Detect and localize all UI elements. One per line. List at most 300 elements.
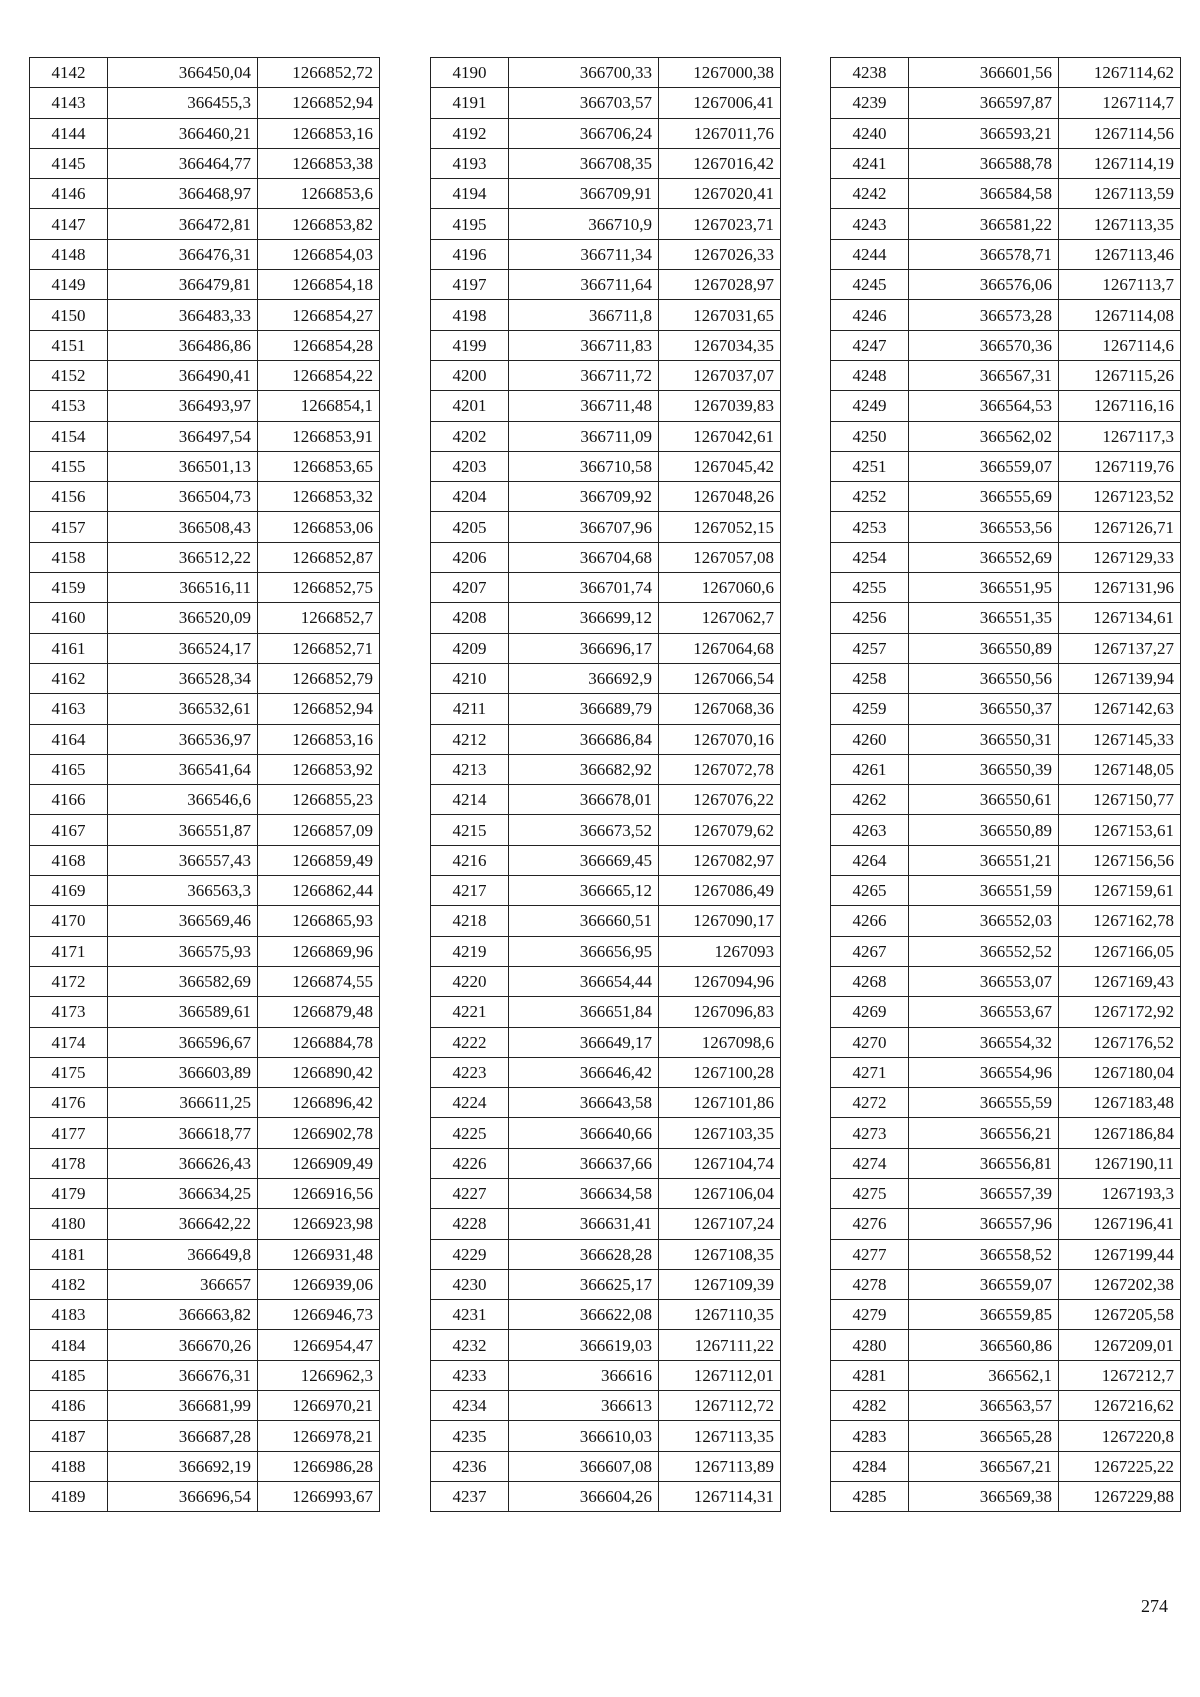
point-number-cell: 4281: [831, 1360, 909, 1390]
y-coordinate-cell: 1266970,21: [258, 1391, 380, 1421]
table-row: [831, 1088, 1181, 1118]
point-number-cell: 4244: [831, 239, 909, 269]
table-row: [831, 1239, 1181, 1269]
y-coordinate-cell: 1266923,98: [258, 1209, 380, 1239]
x-coordinate-cell: 366665,12: [509, 876, 659, 906]
x-coordinate-cell: 366711,64: [509, 270, 659, 300]
x-coordinate-cell: 366709,92: [509, 482, 659, 512]
point-number-cell: 4234: [431, 1391, 509, 1421]
table-row: [30, 330, 380, 360]
table-row: [831, 391, 1181, 421]
x-coordinate-cell: 366618,77: [108, 1118, 258, 1148]
table-row: [831, 724, 1181, 754]
y-coordinate-cell: 1267034,35: [659, 330, 781, 360]
table-row: [30, 1178, 380, 1208]
table-row: [30, 694, 380, 724]
x-coordinate-cell: 366508,43: [108, 512, 258, 542]
y-coordinate-cell: 1267156,56: [1059, 845, 1181, 875]
x-coordinate-cell: 366553,67: [909, 997, 1059, 1027]
x-coordinate-cell: 366557,43: [108, 845, 258, 875]
y-coordinate-cell: 1266978,21: [258, 1421, 380, 1451]
y-coordinate-cell: 1266852,79: [258, 663, 380, 693]
point-number-cell: 4150: [30, 300, 108, 330]
y-coordinate-cell: 1267114,08: [1059, 300, 1181, 330]
table-row: [30, 512, 380, 542]
point-number-cell: 4238: [831, 58, 909, 88]
table-row: [431, 1451, 781, 1481]
point-number-cell: 4147: [30, 209, 108, 239]
point-number-cell: 4185: [30, 1360, 108, 1390]
table-row: [431, 360, 781, 390]
y-coordinate-cell: 1267098,6: [659, 1027, 781, 1057]
point-number-cell: 4249: [831, 391, 909, 421]
x-coordinate-cell: 366709,91: [509, 179, 659, 209]
x-coordinate-cell: 366557,96: [909, 1209, 1059, 1239]
table-body: [831, 58, 1181, 1512]
y-coordinate-cell: 1266852,71: [258, 633, 380, 663]
table-row: [431, 1421, 781, 1451]
x-coordinate-cell: 366593,21: [909, 118, 1059, 148]
x-coordinate-cell: 366616: [509, 1360, 659, 1390]
x-coordinate-cell: 366565,28: [909, 1421, 1059, 1451]
x-coordinate-cell: 366555,69: [909, 482, 1059, 512]
table-row: [30, 239, 380, 269]
x-coordinate-cell: 366559,07: [909, 451, 1059, 481]
x-coordinate-cell: 366676,31: [108, 1360, 258, 1390]
x-coordinate-cell: 366553,07: [909, 966, 1059, 996]
x-coordinate-cell: 366707,96: [509, 512, 659, 542]
table-row: [431, 1178, 781, 1208]
y-coordinate-cell: 1267209,01: [1059, 1330, 1181, 1360]
x-coordinate-cell: 366552,69: [909, 542, 1059, 572]
point-number-cell: 4190: [431, 58, 509, 88]
y-coordinate-cell: 1267090,17: [659, 906, 781, 936]
point-number-cell: 4275: [831, 1178, 909, 1208]
y-coordinate-cell: 1267176,52: [1059, 1027, 1181, 1057]
x-coordinate-cell: 366564,53: [909, 391, 1059, 421]
point-number-cell: 4247: [831, 330, 909, 360]
table-row: [431, 421, 781, 451]
x-coordinate-cell: 366678,01: [509, 785, 659, 815]
table-row: [831, 603, 1181, 633]
x-coordinate-cell: 366486,86: [108, 330, 258, 360]
table-row: [431, 391, 781, 421]
y-coordinate-cell: 1266993,67: [258, 1481, 380, 1511]
y-coordinate-cell: 1267169,43: [1059, 966, 1181, 996]
table-row: [431, 58, 781, 88]
point-number-cell: 4145: [30, 148, 108, 178]
y-coordinate-cell: 1266853,38: [258, 148, 380, 178]
point-number-cell: 4174: [30, 1027, 108, 1057]
table-row: [831, 1178, 1181, 1208]
point-number-cell: 4178: [30, 1148, 108, 1178]
x-coordinate-cell: 366555,59: [909, 1088, 1059, 1118]
point-number-cell: 4242: [831, 179, 909, 209]
y-coordinate-cell: 1267039,83: [659, 391, 781, 421]
table-row: [831, 1300, 1181, 1330]
table-row: [431, 694, 781, 724]
point-number-cell: 4169: [30, 876, 108, 906]
x-coordinate-cell: 366569,46: [108, 906, 258, 936]
table-row: [431, 633, 781, 663]
point-number-cell: 4207: [431, 573, 509, 603]
point-number-cell: 4166: [30, 785, 108, 815]
x-coordinate-cell: 366551,21: [909, 845, 1059, 875]
y-coordinate-cell: 1267117,3: [1059, 421, 1181, 451]
point-number-cell: 4269: [831, 997, 909, 1027]
x-coordinate-cell: 366651,84: [509, 997, 659, 1027]
y-coordinate-cell: 1267196,41: [1059, 1209, 1181, 1239]
table-row: [30, 58, 380, 88]
table-row: [431, 239, 781, 269]
point-number-cell: 4186: [30, 1391, 108, 1421]
x-coordinate-cell: 366711,48: [509, 391, 659, 421]
table-row: [831, 845, 1181, 875]
point-number-cell: 4261: [831, 754, 909, 784]
table-row: [30, 451, 380, 481]
table-row: [831, 1269, 1181, 1299]
x-coordinate-cell: 366556,21: [909, 1118, 1059, 1148]
table-row: [30, 1300, 380, 1330]
y-coordinate-cell: 1267113,35: [659, 1421, 781, 1451]
table-row: [30, 724, 380, 754]
point-number-cell: 4280: [831, 1330, 909, 1360]
y-coordinate-cell: 1266946,73: [258, 1300, 380, 1330]
table-row: [431, 997, 781, 1027]
table-row: [831, 1148, 1181, 1178]
table-row: [30, 421, 380, 451]
point-number-cell: 4153: [30, 391, 108, 421]
y-coordinate-cell: 1266853,65: [258, 451, 380, 481]
table-row: [831, 1057, 1181, 1087]
point-number-cell: 4232: [431, 1330, 509, 1360]
y-coordinate-cell: 1267114,56: [1059, 118, 1181, 148]
table-row: [431, 179, 781, 209]
x-coordinate-cell: 366516,11: [108, 573, 258, 603]
table-row: [431, 1269, 781, 1299]
x-coordinate-cell: 366501,13: [108, 451, 258, 481]
point-number-cell: 4172: [30, 966, 108, 996]
y-coordinate-cell: 1267062,7: [659, 603, 781, 633]
y-coordinate-cell: 1267068,36: [659, 694, 781, 724]
table-row: [831, 1481, 1181, 1511]
x-coordinate-cell: 366558,52: [909, 1239, 1059, 1269]
point-number-cell: 4248: [831, 360, 909, 390]
x-coordinate-cell: 366562,1: [909, 1360, 1059, 1390]
point-number-cell: 4193: [431, 148, 509, 178]
x-coordinate-cell: 366604,26: [509, 1481, 659, 1511]
x-coordinate-cell: 366643,58: [509, 1088, 659, 1118]
x-coordinate-cell: 366625,17: [509, 1269, 659, 1299]
point-number-cell: 4209: [431, 633, 509, 663]
y-coordinate-cell: 1266852,75: [258, 573, 380, 603]
x-coordinate-cell: 366550,39: [909, 754, 1059, 784]
point-number-cell: 4202: [431, 421, 509, 451]
table-row: [30, 1421, 380, 1451]
table-row: [30, 1088, 380, 1118]
y-coordinate-cell: 1266855,23: [258, 785, 380, 815]
point-number-cell: 4221: [431, 997, 509, 1027]
y-coordinate-cell: 1267086,49: [659, 876, 781, 906]
table-row: [431, 1360, 781, 1390]
point-number-cell: 4152: [30, 360, 108, 390]
point-number-cell: 4164: [30, 724, 108, 754]
y-coordinate-cell: 1266852,7: [258, 603, 380, 633]
point-number-cell: 4268: [831, 966, 909, 996]
table-body: [431, 58, 781, 1512]
y-coordinate-cell: 1267066,54: [659, 663, 781, 693]
point-number-cell: 4282: [831, 1391, 909, 1421]
point-number-cell: 4213: [431, 754, 509, 784]
y-coordinate-cell: 1267113,59: [1059, 179, 1181, 209]
table-row: [30, 1209, 380, 1239]
y-coordinate-cell: 1267180,04: [1059, 1057, 1181, 1087]
point-number-cell: 4161: [30, 633, 108, 663]
point-number-cell: 4196: [431, 239, 509, 269]
x-coordinate-cell: 366582,69: [108, 966, 258, 996]
y-coordinate-cell: 1266854,28: [258, 330, 380, 360]
x-coordinate-cell: 366649,17: [509, 1027, 659, 1057]
x-coordinate-cell: 366550,89: [909, 815, 1059, 845]
y-coordinate-cell: 1267166,05: [1059, 936, 1181, 966]
point-number-cell: 4254: [831, 542, 909, 572]
table-row: [831, 482, 1181, 512]
x-coordinate-cell: 366550,61: [909, 785, 1059, 815]
point-number-cell: 4183: [30, 1300, 108, 1330]
x-coordinate-cell: 366569,38: [909, 1481, 1059, 1511]
x-coordinate-cell: 366706,24: [509, 118, 659, 148]
y-coordinate-cell: 1266909,49: [258, 1148, 380, 1178]
table-row: [30, 1391, 380, 1421]
y-coordinate-cell: 1267072,78: [659, 754, 781, 784]
point-number-cell: 4151: [30, 330, 108, 360]
point-number-cell: 4212: [431, 724, 509, 754]
table-row: [831, 360, 1181, 390]
x-coordinate-cell: 366611,25: [108, 1088, 258, 1118]
x-coordinate-cell: 366670,26: [108, 1330, 258, 1360]
table-row: [30, 663, 380, 693]
table-row: [431, 482, 781, 512]
x-coordinate-cell: 366711,83: [509, 330, 659, 360]
table-row: [831, 633, 1181, 663]
x-coordinate-cell: 366553,56: [909, 512, 1059, 542]
table-row: [831, 179, 1181, 209]
point-number-cell: 4203: [431, 451, 509, 481]
table-row: [431, 542, 781, 572]
y-coordinate-cell: 1266853,82: [258, 209, 380, 239]
table-row: [431, 663, 781, 693]
table-row: [30, 542, 380, 572]
x-coordinate-cell: 366556,81: [909, 1148, 1059, 1178]
point-number-cell: 4277: [831, 1239, 909, 1269]
y-coordinate-cell: 1267113,7: [1059, 270, 1181, 300]
point-number-cell: 4239: [831, 88, 909, 118]
x-coordinate-cell: 366476,31: [108, 239, 258, 269]
y-coordinate-cell: 1267225,22: [1059, 1451, 1181, 1481]
x-coordinate-cell: 366689,79: [509, 694, 659, 724]
table-row: [431, 270, 781, 300]
y-coordinate-cell: 1267101,86: [659, 1088, 781, 1118]
y-coordinate-cell: 1266962,3: [258, 1360, 380, 1390]
x-coordinate-cell: 366493,97: [108, 391, 258, 421]
point-number-cell: 4191: [431, 88, 509, 118]
x-coordinate-cell: 366628,28: [509, 1239, 659, 1269]
x-coordinate-cell: 366563,57: [909, 1391, 1059, 1421]
point-number-cell: 4211: [431, 694, 509, 724]
x-coordinate-cell: 366687,28: [108, 1421, 258, 1451]
x-coordinate-cell: 366483,33: [108, 300, 258, 330]
point-number-cell: 4252: [831, 482, 909, 512]
x-coordinate-cell: 366562,02: [909, 421, 1059, 451]
y-coordinate-cell: 1267031,65: [659, 300, 781, 330]
table-row: [831, 300, 1181, 330]
x-coordinate-cell: 366703,57: [509, 88, 659, 118]
x-coordinate-cell: 366642,22: [108, 1209, 258, 1239]
point-number-cell: 4214: [431, 785, 509, 815]
point-number-cell: 4237: [431, 1481, 509, 1511]
x-coordinate-cell: 366552,52: [909, 936, 1059, 966]
x-coordinate-cell: 366528,34: [108, 663, 258, 693]
y-coordinate-cell: 1267186,84: [1059, 1118, 1181, 1148]
y-coordinate-cell: 1267016,42: [659, 148, 781, 178]
point-number-cell: 4201: [431, 391, 509, 421]
point-number-cell: 4181: [30, 1239, 108, 1269]
table-row: [431, 906, 781, 936]
x-coordinate-cell: 366497,54: [108, 421, 258, 451]
point-number-cell: 4260: [831, 724, 909, 754]
point-number-cell: 4262: [831, 785, 909, 815]
x-coordinate-cell: 366455,3: [108, 88, 258, 118]
x-coordinate-cell: 366711,72: [509, 360, 659, 390]
y-coordinate-cell: 1267145,33: [1059, 724, 1181, 754]
point-number-cell: 4162: [30, 663, 108, 693]
table-row: [831, 1118, 1181, 1148]
point-number-cell: 4225: [431, 1118, 509, 1148]
y-coordinate-cell: 1267108,35: [659, 1239, 781, 1269]
table-row: [30, 482, 380, 512]
table-row: [30, 997, 380, 1027]
y-coordinate-cell: 1267148,05: [1059, 754, 1181, 784]
table-body: [30, 58, 380, 1512]
point-number-cell: 4229: [431, 1239, 509, 1269]
point-number-cell: 4219: [431, 936, 509, 966]
point-number-cell: 4210: [431, 663, 509, 693]
table-row: [431, 785, 781, 815]
x-coordinate-cell: 366589,61: [108, 997, 258, 1027]
table-row: [831, 573, 1181, 603]
point-number-cell: 4285: [831, 1481, 909, 1511]
y-coordinate-cell: 1267106,04: [659, 1178, 781, 1208]
y-coordinate-cell: 1267104,74: [659, 1148, 781, 1178]
point-number-cell: 4167: [30, 815, 108, 845]
point-number-cell: 4243: [831, 209, 909, 239]
x-coordinate-cell: 366710,58: [509, 451, 659, 481]
table-row: [831, 270, 1181, 300]
point-number-cell: 4222: [431, 1027, 509, 1057]
y-coordinate-cell: 1266853,16: [258, 724, 380, 754]
table-row: [30, 391, 380, 421]
y-coordinate-cell: 1266986,28: [258, 1451, 380, 1481]
x-coordinate-cell: 366686,84: [509, 724, 659, 754]
table-row: [30, 876, 380, 906]
point-number-cell: 4168: [30, 845, 108, 875]
y-coordinate-cell: 1267126,71: [1059, 512, 1181, 542]
point-number-cell: 4197: [431, 270, 509, 300]
y-coordinate-cell: 1267037,07: [659, 360, 781, 390]
table-row: [30, 573, 380, 603]
y-coordinate-cell: 1267137,27: [1059, 633, 1181, 663]
y-coordinate-cell: 1267109,39: [659, 1269, 781, 1299]
table-row: [431, 1148, 781, 1178]
table-row: [831, 451, 1181, 481]
table-row: [431, 1118, 781, 1148]
x-coordinate-cell: 366551,87: [108, 815, 258, 845]
y-coordinate-cell: 1266854,22: [258, 360, 380, 390]
table-row: [431, 1300, 781, 1330]
point-number-cell: 4205: [431, 512, 509, 542]
point-number-cell: 4258: [831, 663, 909, 693]
x-coordinate-cell: 366607,08: [509, 1451, 659, 1481]
table-row: [30, 785, 380, 815]
point-number-cell: 4187: [30, 1421, 108, 1451]
point-number-cell: 4223: [431, 1057, 509, 1087]
y-coordinate-cell: 1267150,77: [1059, 785, 1181, 815]
x-coordinate-cell: 366464,77: [108, 148, 258, 178]
x-coordinate-cell: 366669,45: [509, 845, 659, 875]
x-coordinate-cell: 366681,99: [108, 1391, 258, 1421]
point-number-cell: 4194: [431, 179, 509, 209]
x-coordinate-cell: 366536,97: [108, 724, 258, 754]
table-row: [831, 663, 1181, 693]
x-coordinate-cell: 366490,41: [108, 360, 258, 390]
y-coordinate-cell: 1266854,03: [258, 239, 380, 269]
point-number-cell: 4218: [431, 906, 509, 936]
y-coordinate-cell: 1267064,68: [659, 633, 781, 663]
table-row: [30, 1027, 380, 1057]
x-coordinate-cell: 366710,9: [509, 209, 659, 239]
table-row: [431, 1088, 781, 1118]
table-row: [831, 88, 1181, 118]
x-coordinate-cell: 366576,06: [909, 270, 1059, 300]
y-coordinate-cell: 1267110,35: [659, 1300, 781, 1330]
y-coordinate-cell: 1267139,94: [1059, 663, 1181, 693]
point-number-cell: 4231: [431, 1300, 509, 1330]
x-coordinate-cell: 366634,25: [108, 1178, 258, 1208]
x-coordinate-cell: 366708,35: [509, 148, 659, 178]
point-number-cell: 4227: [431, 1178, 509, 1208]
x-coordinate-cell: 366532,61: [108, 694, 258, 724]
point-number-cell: 4188: [30, 1451, 108, 1481]
point-number-cell: 4273: [831, 1118, 909, 1148]
table-row: [831, 1209, 1181, 1239]
y-coordinate-cell: 1267011,76: [659, 118, 781, 148]
x-coordinate-cell: 366640,66: [509, 1118, 659, 1148]
y-coordinate-cell: 1267193,3: [1059, 1178, 1181, 1208]
y-coordinate-cell: 1267112,01: [659, 1360, 781, 1390]
x-coordinate-cell: 366504,73: [108, 482, 258, 512]
y-coordinate-cell: 1267114,7: [1059, 88, 1181, 118]
table-row: [831, 1421, 1181, 1451]
x-coordinate-cell: 366468,97: [108, 179, 258, 209]
table-row: [30, 1118, 380, 1148]
point-number-cell: 4208: [431, 603, 509, 633]
point-number-cell: 4173: [30, 997, 108, 1027]
y-coordinate-cell: 1267216,62: [1059, 1391, 1181, 1421]
x-coordinate-cell: 366520,09: [108, 603, 258, 633]
table-row: [831, 421, 1181, 451]
table-row: [431, 1391, 781, 1421]
point-number-cell: 4198: [431, 300, 509, 330]
